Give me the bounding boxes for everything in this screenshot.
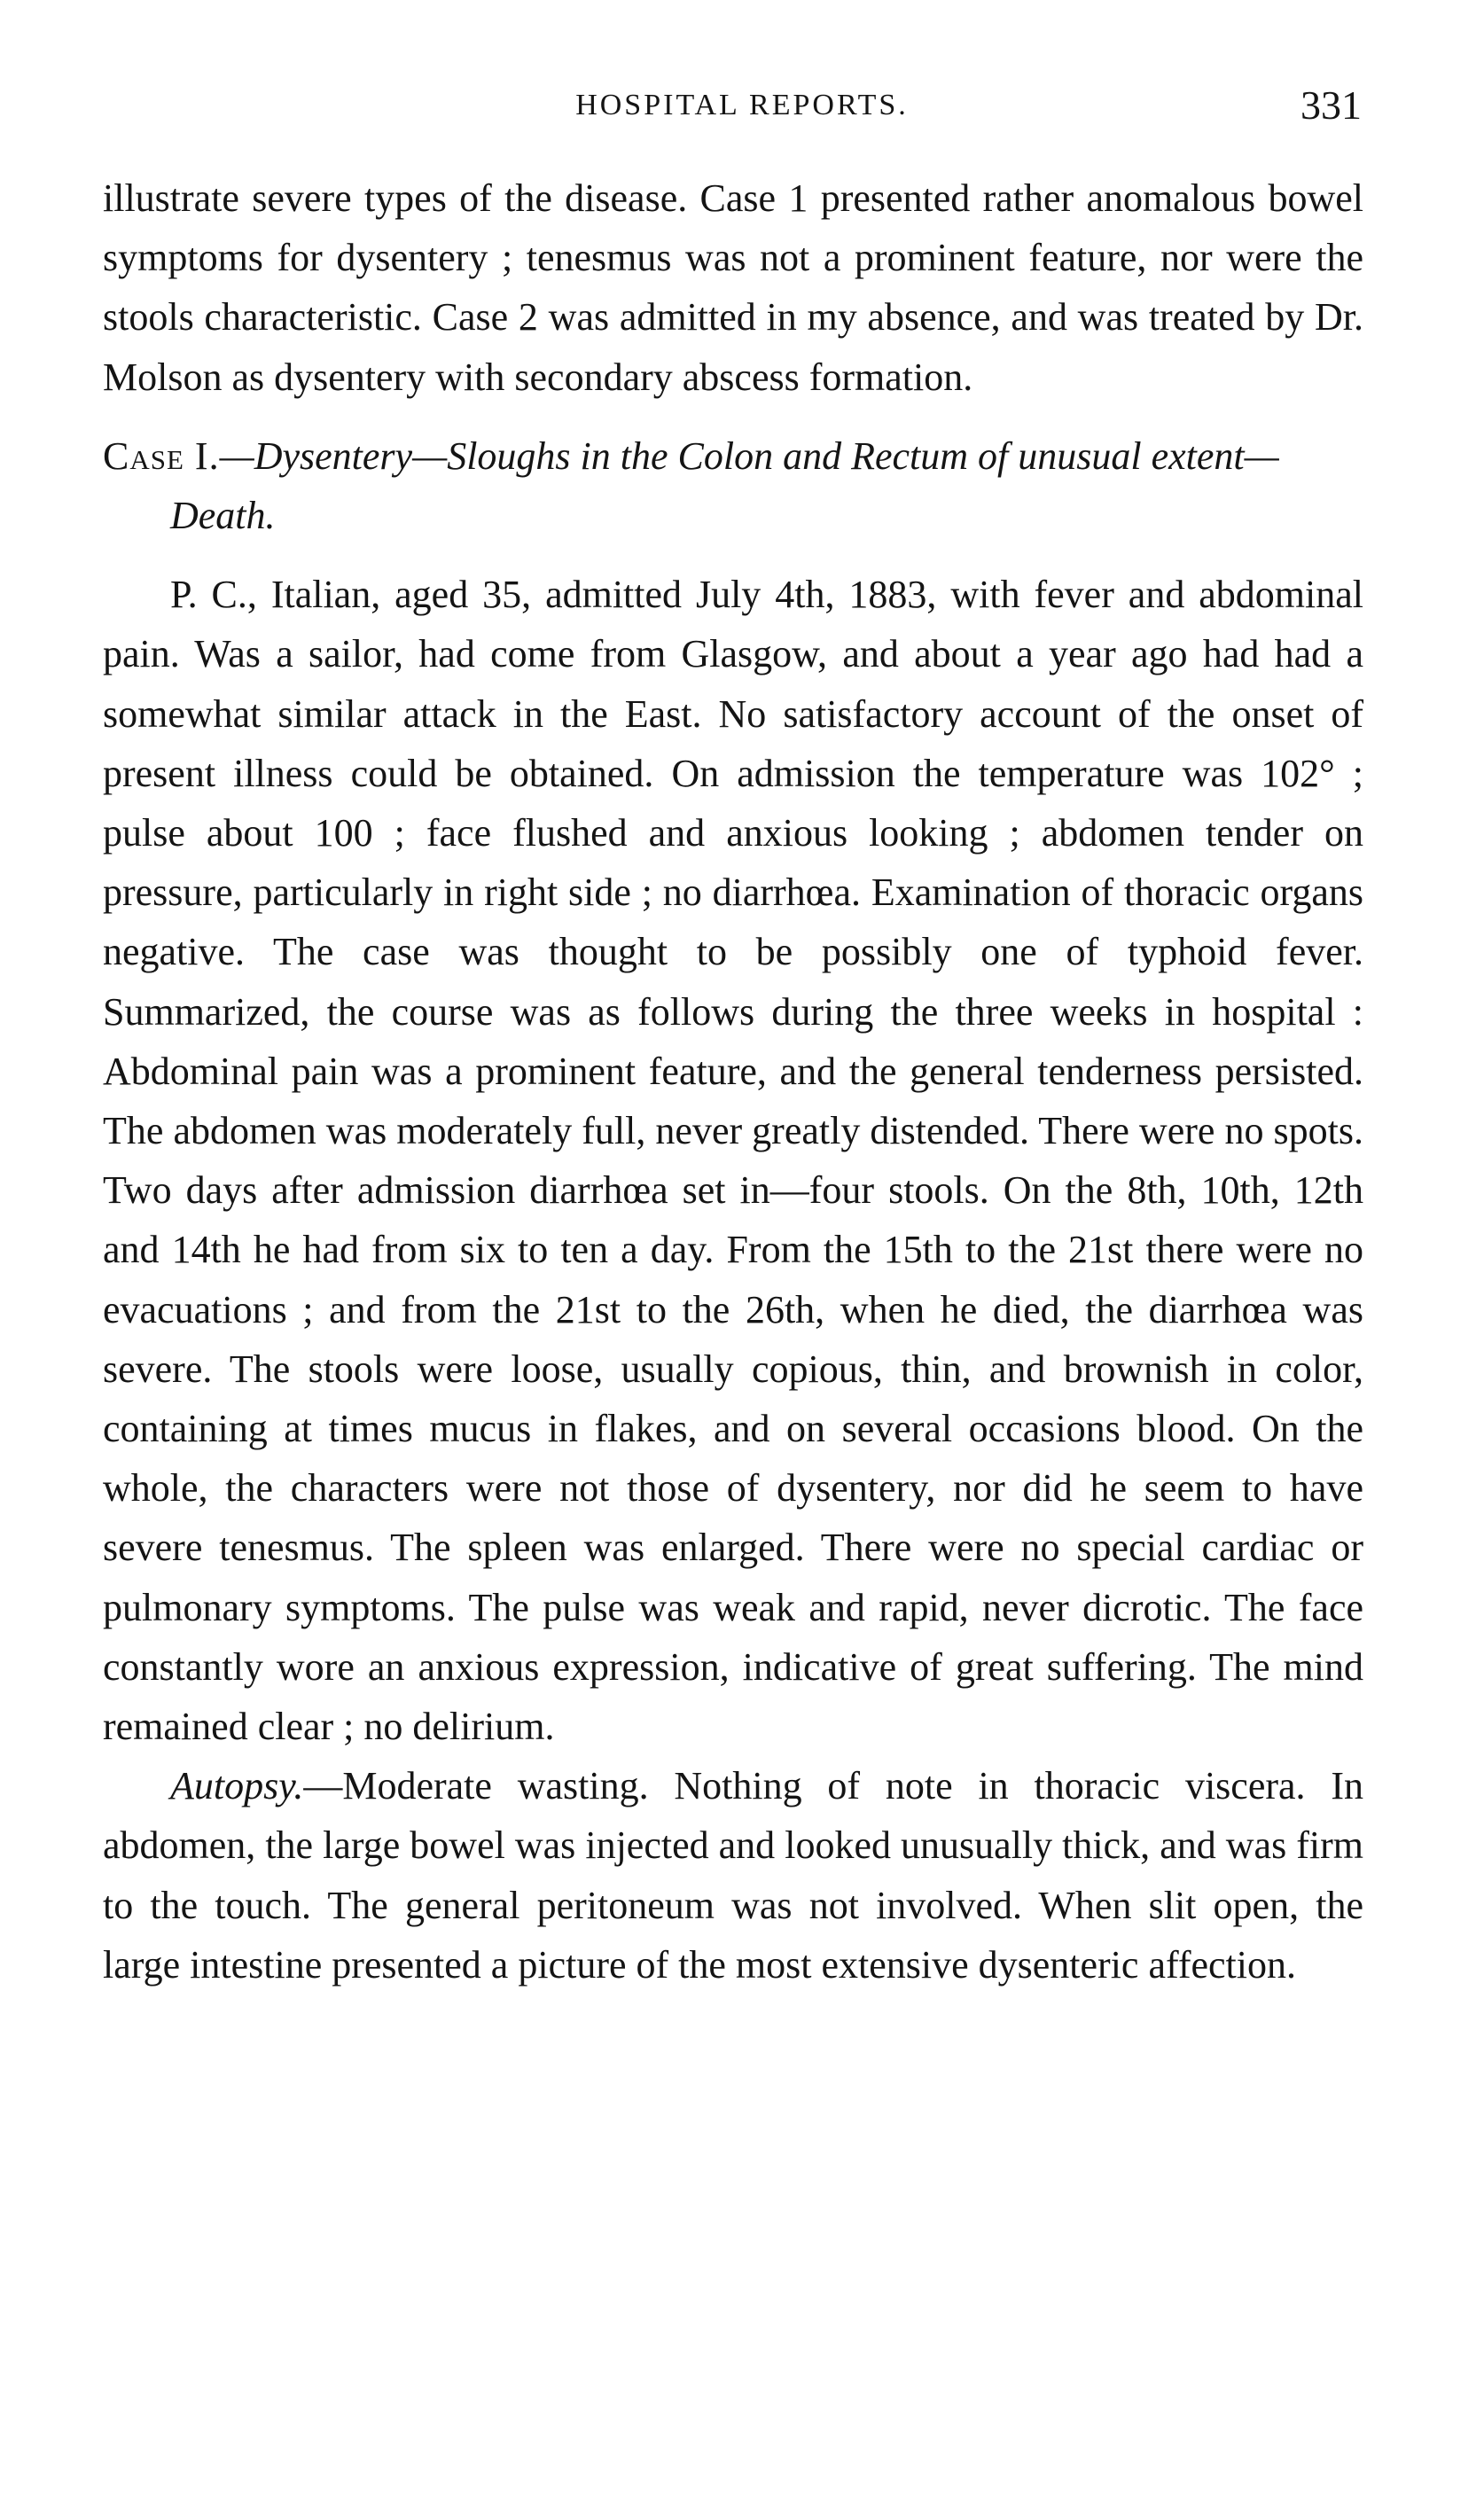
intro-paragraph: illustrate severe types of the disease. Case 1 presented rather anomalous bowel symptoms for dysentery ; tenesmus was not a prominent feature, nor were the stools characteristic. Case 2 was admitted in my absence, and was treated by Dr. Molson as dysentery with secondary abscess formation. (103, 176, 1363, 399)
autopsy-text: —Moderate wasting. Nothing of note in thoracic viscera. In abdomen, the large bowel was injected and looked unusually thick, and was firm to the touch. The general peritoneum was not involved. When slit open, the large intestine presented a picture of the most extensive dysenteric affection. (103, 1764, 1363, 1987)
body-text (103, 168, 1363, 1995)
case-title: —Dysentery—Sloughs in the Colon and Rectum of unusual extent—Death. (170, 433, 1279, 538)
case-heading (103, 426, 1363, 545)
spacer (103, 545, 1363, 565)
page-number: 331 (1300, 82, 1362, 128)
autopsy-label: Autopsy. (170, 1764, 304, 1808)
case-paragraph: P. C., Italian, aged 35, admitted July 4th, 1883, with fever and abdominal pain. Was a sailor, had come from Glasgow, and about a year ago had had a somewhat similar attack in the East. No satisfactory account of the onset of present illness could be obtained. On admission the temperature was 102° ; pulse about 100 ; face flushed and anxious looking ; abdomen tender on pressure, particularly in right side ; no diarrhœa. Examination of thoracic organs negative. The case was thought to be possibly one of typhoid fever. Summarized, the course was as follows during the three weeks in hospital : Abdominal pain was a prominent feature, and the general tenderness persisted. The abdomen was moderately full, never greatly distended. There were no spots. Two days after admission diarrhœa set in—four stools. On the 8th, 10th, 12th and 14th he had from six to ten a day. From the 15th to the 21st there were no evacuations ; and from the 21st to the 26th, when he died, the diarrhœa was severe. The stools were loose, usually copious, thin, and brownish in color, containing at times mucus in flakes, and on several occasions blood. On the whole, the characters were not those of dysentery, nor did he seem to have severe tenesmus. The spleen was enlarged. There were no special cardiac or pulmonary symptoms. The pulse was weak and rapid, never dicrotic. The face constantly wore an anxious expression, indicative of great suffering. The mind remained clear ; no delirium. (103, 573, 1363, 1749)
running-head (0, 82, 1484, 135)
running-title: HOSPITAL REPORTS. (575, 89, 909, 121)
autopsy-paragraph (103, 1756, 1363, 1995)
spacer (103, 407, 1363, 426)
case-label: Case I. (103, 433, 220, 478)
